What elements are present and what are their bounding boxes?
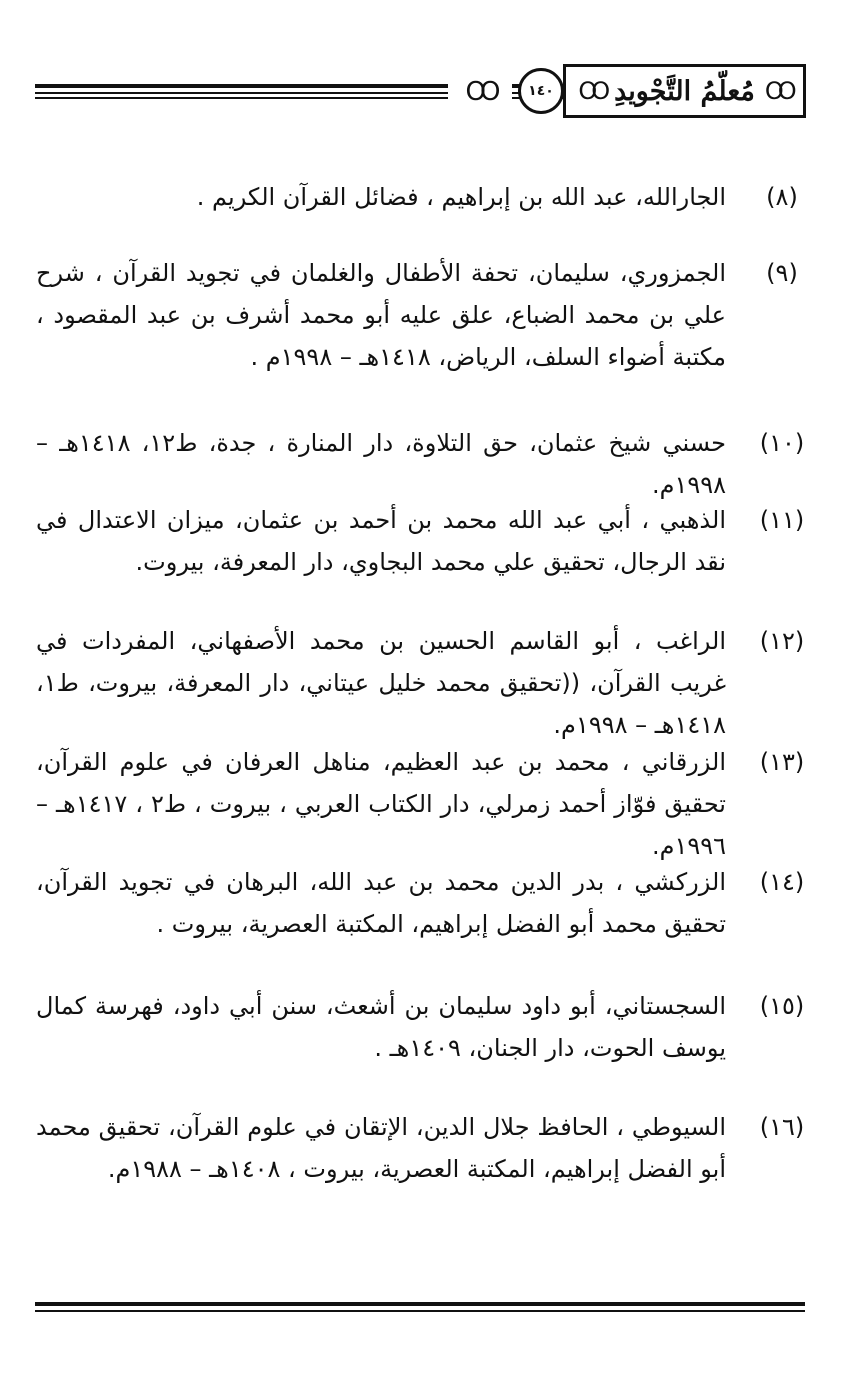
page-number: ١٤٠ [518,68,564,114]
reference-item [36,1106,812,1206]
running-title-box [563,64,806,118]
reference-list [36,176,812,1206]
reference-text: الجمزوري، سليمان، تحفة الأطفال والغلمان في تجويد القرآن ، شرح علي بن محمد الضباع، علق عليه أبو محمد أشرف بن عبد المقصود ، مكتبة أضواء السلف، الرياض، ١٤١٨هـ – ١٩٩٨م . [36,259,726,371]
reference-text: الجارالله، عبد الله بن إبراهيم ، فضائل القرآن الكريم . [196,183,726,211]
reference-item [36,499,812,620]
header-ornament-left: OO [448,72,512,112]
reference-text: الذهبي ، أبي عبد الله محمد بن أحمد بن عثمان، ميزان الاعتدال في نقد الرجال، تحقيق علي محمد البجاوي، دار المعرفة، بيروت. [36,506,726,576]
footer-rule-thick [35,1302,805,1306]
reference-text: السيوطي ، الحافظ جلال الدين، الإتقان في علوم القرآن، تحقيق محمد أبو الفضل إبراهيم، المكتبة العصرية، بيروت ، ١٤٠٨هـ – ١٩٨٨م. [36,1113,726,1183]
reference-number: (٩) [766,259,798,287]
reference-item [36,741,812,861]
reference-item [36,985,812,1106]
reference-item [36,620,812,741]
reference-text: حسني شيخ عثمان، حق التلاوة، دار المنارة ، جدة، ط١٢، ١٤١٨هـ – ١٩٩٨م. [36,429,726,499]
title-ornament-left: OO [578,77,605,105]
reference-item [36,176,812,252]
reference-number: (٨) [766,183,798,211]
reference-number: (١١) [759,506,805,534]
footer-rule-thin [35,1310,805,1312]
reference-item [36,252,812,422]
reference-item [36,861,812,985]
reference-number: (١٢) [759,627,805,655]
reference-text: الزرقاني ، محمد بن عبد العظيم، مناهل العرفان في علوم القرآن، تحقيق فوّاز أحمد زمرلي، دار الكتاب العربي ، بيروت ، ط٢ ، ١٤١٧هـ – ١٩٩٦م. [36,748,726,860]
reference-text: الزركشي ، بدر الدين محمد بن عبد الله، البرهان في تجويد القرآن، تحقيق محمد أبو الفضل إبراهيم، المكتبة العصرية، بيروت . [36,868,726,938]
reference-number: (١٥) [759,992,805,1020]
reference-number: (١٣) [759,748,805,776]
reference-item [36,422,812,499]
reference-text: الراغب ، أبو القاسم الحسين بن محمد الأصفهاني، المفردات في غريب القرآن، ((تحقيق محمد خليل عيتاني، دار المعرفة، بيروت، ط١، ١٤١٨هـ – ١٩٩٨م. [36,627,726,739]
reference-text: السجستاني، أبو داود سليمان بن أشعث، سنن أبي داود، فهرسة كمال يوسف الحوت، دار الجنان، ١٤٠٩هـ . [36,992,726,1062]
reference-number: (١٤) [759,868,805,896]
reference-number: (١٠) [759,429,805,457]
reference-number: (١٦) [759,1113,805,1141]
running-title: مُعلّمُ التَّجْويدِ [614,75,755,107]
title-ornament-right: OO [764,77,791,105]
page-header [0,0,867,160]
